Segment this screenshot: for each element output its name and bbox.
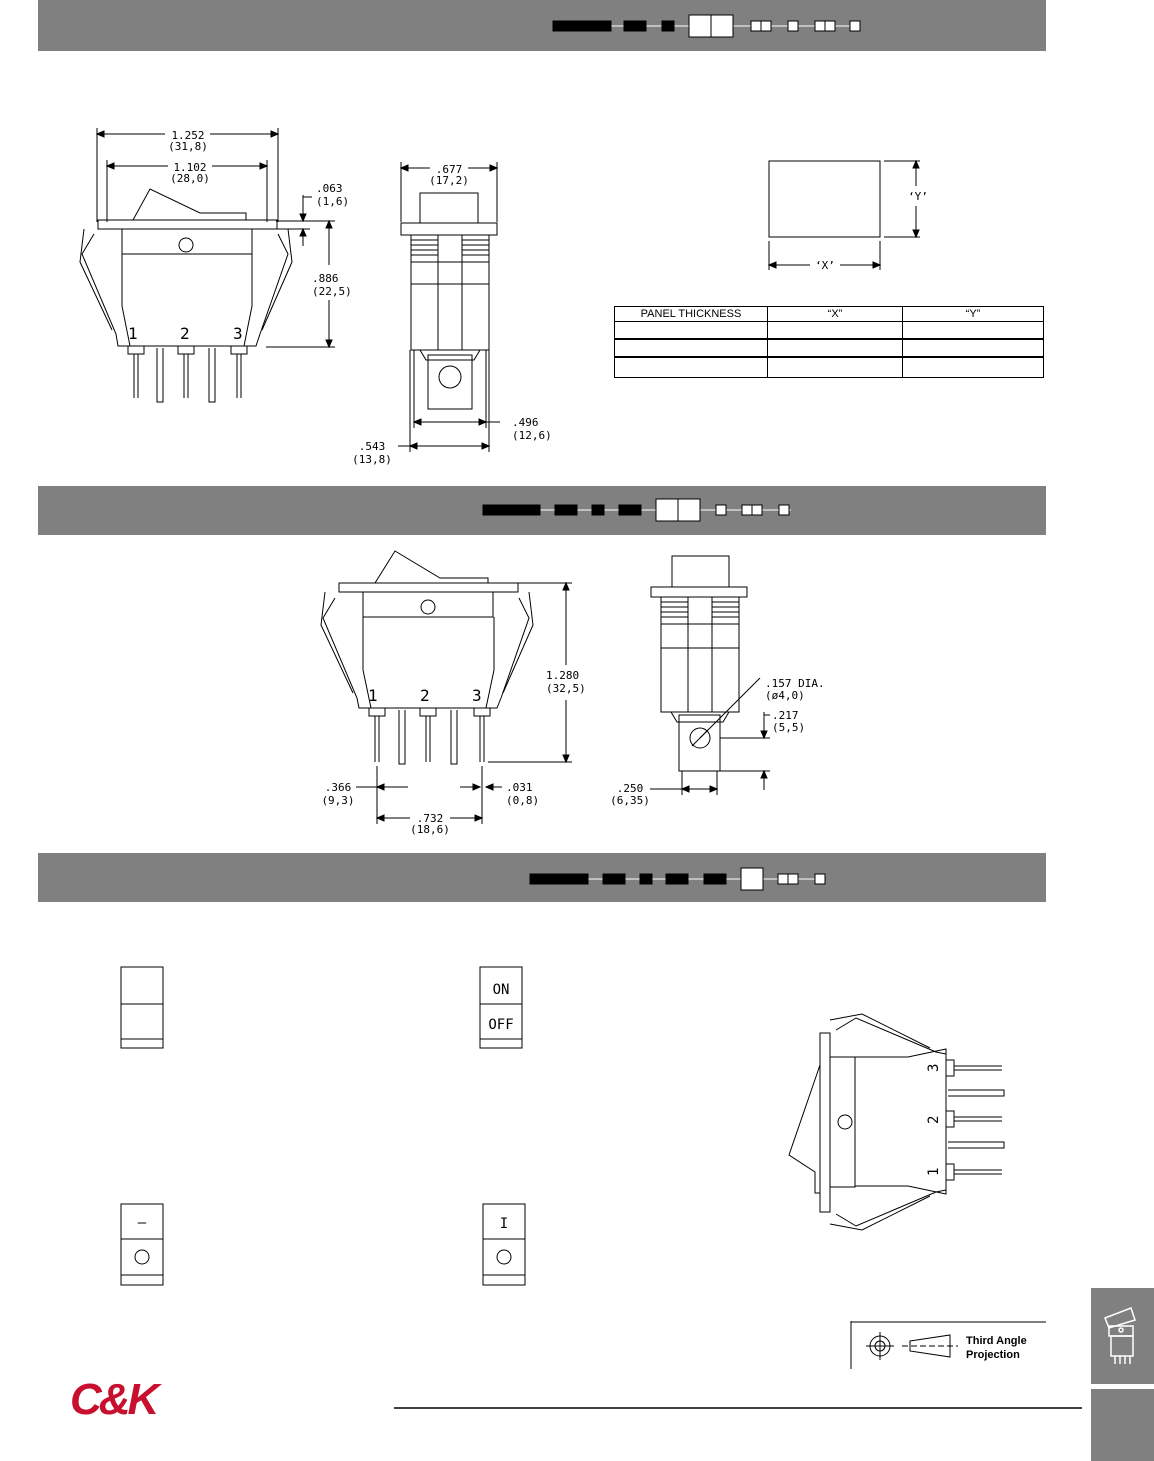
- projection-label: [966, 1334, 1027, 1362]
- dim-side-width-mm: (17,2): [429, 174, 469, 187]
- cutout-y-label: ‘Y’: [908, 190, 928, 203]
- dim-flange: .063: [316, 182, 343, 195]
- dim-overall-width: 1.252: [171, 129, 205, 142]
- terminal-label-2: 2: [180, 324, 190, 343]
- table-header-y: “Y”: [903, 307, 1044, 322]
- dim-hole: .157 DIA.: [765, 677, 825, 690]
- dim-tab-mm: (6,35): [610, 794, 650, 807]
- table-row: [615, 322, 1044, 340]
- terminal-label-3: 3: [926, 1063, 942, 1072]
- ck-logo-text: C&K: [70, 1375, 157, 1424]
- dim-inner: .496: [512, 416, 539, 429]
- dim-hole-pos: .217: [772, 709, 799, 722]
- dim-pin: .031: [506, 781, 533, 794]
- dim-pin-mm: (0,8): [506, 794, 540, 807]
- section-tab-icon: [1091, 1288, 1154, 1384]
- dim-span-mm: (18,6): [410, 823, 450, 836]
- marking-bar-symbol: I: [499, 1216, 509, 1232]
- marking-off-label: OFF: [488, 1017, 514, 1033]
- dim-pitch-mm: (9,3): [321, 794, 355, 807]
- terminal-label-2: 2: [420, 686, 430, 705]
- dim-body-width-mm: (28,0): [170, 172, 210, 185]
- dim-overall-width-mm: (31,8): [168, 140, 208, 153]
- table-row: [615, 339, 1044, 357]
- dim-span: .732: [416, 812, 444, 825]
- dim-height: 1.280: [546, 669, 580, 682]
- table-row: [615, 357, 1044, 378]
- marking-on-label: ON: [492, 982, 510, 998]
- terminal-label-1: 1: [128, 324, 138, 343]
- dim-flange-mm: (1,6): [316, 195, 350, 208]
- table-header-panel-thickness: PANEL THICKNESS: [615, 307, 768, 322]
- terminal-label-1: 1: [368, 686, 378, 705]
- dim-body-height-mm: (22,5): [312, 285, 352, 298]
- terminal-label-2: 2: [926, 1115, 942, 1124]
- dim-tab: .250: [616, 782, 644, 795]
- panel-thickness-table: [614, 306, 1044, 378]
- ck-logo: [70, 1375, 156, 1425]
- dim-side-width: .677: [435, 163, 463, 176]
- projection-line-2: Projection: [966, 1349, 1020, 1361]
- terminal-label-3: 3: [233, 324, 243, 343]
- cutout-x-label: ‘X’: [815, 259, 835, 272]
- dim-outer-mm: (13,8): [352, 453, 392, 466]
- table-header-x: “X”: [768, 307, 903, 322]
- terminal-label-1: 1: [926, 1167, 942, 1176]
- dim-pitch: .366: [324, 781, 352, 794]
- dim-height-mm: (32,5): [546, 682, 586, 695]
- marking-line-symbol: —: [137, 1215, 147, 1231]
- dim-inner-mm: (12,6): [512, 429, 552, 442]
- dim-hole-mm: (ø4,0): [765, 689, 805, 702]
- dim-outer: .543: [358, 440, 386, 453]
- terminal-label-3: 3: [472, 686, 482, 705]
- page-tab: [1091, 1389, 1154, 1461]
- dim-body-width: 1.102: [173, 161, 207, 174]
- rocker-switch-icon: [1091, 1288, 1154, 1384]
- dim-body-height: .886: [312, 272, 339, 285]
- dim-hole-pos-mm: (5,5): [772, 721, 806, 734]
- projection-line-1: Third Angle: [966, 1335, 1027, 1347]
